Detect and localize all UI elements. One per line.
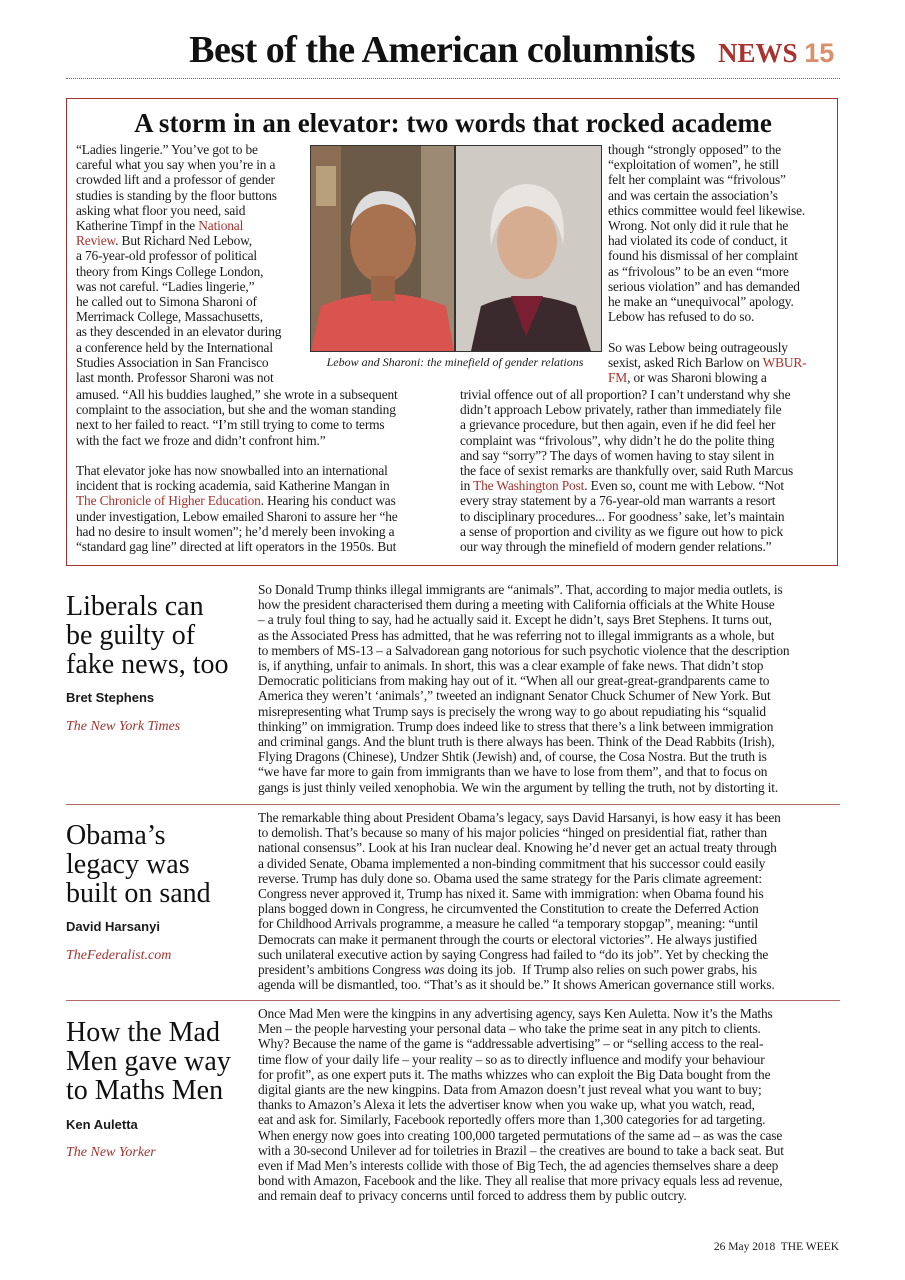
portrait-photos	[311, 146, 601, 351]
text-segment: trivial offence out of all proportion? I can’t understand why she didn’t approach Lebow privately, rather than immediately file a grievance procedure, but then again, even if he did feel her complaint was “frivolous”, why didn’t he do the polite thing and say “sorry”? The days of women having to stay silent in the face of sexist remarks are thankfully over, said Ruth Marcus in	[460, 387, 794, 494]
text-segment: amused. “All his buddies laughed,” she wrote in a subsequent complaint to the association, but she and the woman standing next to her failed to react. “I’m still trying to come to terms with the fact we froze and didn’t confront him.” That elevator joke has now snowballed into an international incident that is rocking academia, said Katherine Mangan in	[76, 387, 398, 494]
lebow-portrait	[311, 146, 454, 351]
text-segment: was	[424, 962, 445, 978]
section-name: NEWS	[718, 38, 798, 68]
text-segment: though “strongly opposed” to the “exploitation of women”, he still felt her complaint was “frivolous” and was certain the association’s ethics committee would feel likewise. Wrong. Not only did it rule that he had violated its code of conduct, it found his dismissal of her complaint as “frivolous” to be an even “more serious violation” and has demanded he make an “unequivocal” apology. Lebow has refused to do so. So was Lebow being outrageously sexist, asked Rich Barlow on	[608, 142, 806, 370]
page-heading: Best of the American columnists	[189, 29, 695, 71]
feature-text-left-top	[76, 142, 281, 385]
column-body	[258, 582, 789, 795]
photo-caption: Lebow and Sharoni: the minefield of gender relations	[326, 355, 584, 369]
text-segment: The remarkable thing about President Obama’s legacy, says David Harsanyi, is how easy it has been to demolish. That’s because so many of his major policies “hinged on presidential fiat, rather than national consensus”. Look at his Iran nuclear deal. Knowing he’d never get an actual treaty through a divided Senate, Obama implemented a non-binding commitment that his successor could easily reverse. Trump has duly done so. Obama used the same strategy for the Paris climate agreement: Congress never approved it, Trump has nixed it. Same with immigration: when Obama found his plans bogged down in Congress, he circumvented the Constitution to create the Deferred Action for Childhood Arrivals programme, a measure he called “a temporary stopgap”, meaning: “until Democrats can make it permanent through the courts or electoral victories”. He always justified such unilateral executive action by saying Congress had failed to “do its job”. Yet by checking the president’s ambitions Congress	[258, 810, 781, 978]
column-author: Ken Auletta	[66, 1117, 138, 1132]
column-source: The New York Times	[66, 719, 181, 734]
column-title: How the Mad Men gave way to Maths Men	[66, 1017, 231, 1106]
text-segment: So Donald Trump thinks illegal immigrants are “animals”. That, according to major media outlets, is how the president characterised them during a meeting with California officials at the White House – a truly foul thing to say, had he actually said it. Except he didn’t, says Bret Stephens. It turns out, as the Associated Press has admitted, that he was referring not to illegal immigrants as a whole, but to members of MS-13 – a Salvadorean gang notorious for such psychotic violence that the description is, if anything, unfair to animals. In short, this was a clear example of fake news. That didn’t stop Democratic politicians from making hay out of it. “When all our great-great-grandparents came to America they weren’t ‘animals’,” tweeted an indignant Senator Chuck Schumer of New York. But misrepresenting what Trump says is precisely the wrong way to go about repudiating his “squalid thinking” on immigration. Trump does indeed like to stress that there’s a link between immigration and criminal gangs. And the blunt truth is there always has been. Think of the Dead Rabbits (Irish), Flying Dragons (Chinese), Undzer Shtik (Jewish) and, of course, the Cosa Nostra. But the truth is “we have far more to gain from immigrants than we have to lose from them”, and that to focus on gangs is just thinly veiled xenophobia. We win the argument by telling the truth, not by distorting it.	[258, 582, 790, 795]
source-link[interactable]: The Chronicle of Higher Education	[76, 493, 261, 509]
sharoni-portrait	[454, 146, 601, 351]
header-divider	[66, 78, 840, 79]
feature-text-right-top	[608, 142, 806, 385]
column-title: Obama’s legacy was built on sand	[66, 820, 211, 909]
column-body	[258, 810, 781, 992]
feature-text-right-bottom	[460, 387, 793, 554]
column-divider	[66, 1000, 840, 1001]
text-segment: . Hearing his conduct was under investigation, Lebow emailed Sharoni to assure her “he had no desire to insult women”; he’d merely been invoking a “standard gag line” directed at lift operators in the 1950s. But	[76, 493, 398, 555]
feature-photo	[310, 145, 602, 352]
feature-text-left-bottom	[76, 387, 398, 554]
column-divider	[66, 804, 840, 805]
text-segment: “Ladies lingerie.” You’ve got to be careful what you say when you’re in a crowded lift and a professor of gender studies is standing by the floor buttons asking what floor you need, said Katherine Timpf in the	[76, 142, 277, 234]
source-link[interactable]: National Review	[76, 218, 244, 249]
section-label	[718, 38, 834, 69]
column-author: Bret Stephens	[66, 690, 155, 705]
column-source: TheFederalist.com	[66, 948, 172, 963]
page-footer	[714, 1241, 839, 1253]
text-segment: , or was Sharoni blowing a	[627, 370, 767, 386]
feature-title: A storm in an elevator: two words that rocked academe	[134, 108, 772, 138]
column-author: David Harsanyi	[66, 919, 160, 934]
source-link[interactable]: The Washington Post	[473, 478, 585, 494]
text-segment: . But Richard Ned Lebow, a 76-year-old professor of political theory from Kings College London, was not careful. “Ladies lingerie,” he called out to Simona Sharoni of Merrimack College, Massachusetts, as they descended in an elevator during a conference held by the International Studies Association in San Francisco last month. Professor Sharoni was not	[76, 233, 282, 386]
column-title: Liberals can be guilty of fake news, too	[66, 591, 229, 680]
column-source: The New Yorker	[66, 1145, 156, 1160]
source-link[interactable]: WBUR- FM	[608, 354, 807, 386]
page-number: 15	[804, 38, 835, 68]
publication-name: THE WEEK	[780, 1241, 839, 1253]
issue-date: 26 May 2018	[713, 1241, 776, 1253]
text-segment: Once Mad Men were the kingpins in any advertising agency, says Ken Auletta. Now it’s the Maths Men – the people harvesting your personal data – who take the prime seat in any pitch to clients. Why? Because the name of the game is “addressable advertising” – or “selling access to the real- time flow of your daily life – your reality – so as to directly influence and modify your behaviour for profit”, as one expert puts it. The maths whizzes who can exploit the Big Data bought from the digital giants are the new kingpins. Data from Amazon doesn’t just reveal what you want to buy; thanks to Amazon’s Alexa it lets the advertiser know when you wake up, what you watch, read, eat and ask for. Similarly, Facebook reportedly offers more than 1,300 categories for ad targeting. When energy now goes into creating 100,000 targeted permutations of the same ad – as was the case with a 30-second Unilever ad for toiletries in Brazil – the creatives are bound to take a back seat. But even if Mad Men’s interests collide with those of Big Tech, the ad agencies themselves share a deep bond with Amazon, Facebook and the like. They all realise that more privacy equals less ad revenue, and remain deaf to privacy concerns until forced to address them by public outcry.	[258, 1006, 784, 1204]
text-segment: doing its job. If Trump also relies on such power grabs, his agenda will be dismantled, too. “That’s as it should be.” It shows American governance still works.	[258, 962, 775, 993]
text-segment: . Even so, count me with Lebow. “Not every stray statement by a 76-year-old man warrants a resort to disciplinary procedures... For goodness’ sake, let’s maintain a sense of proportion and civility as we figure out how to pick our way through the minefield of modern gender relations.”	[460, 478, 785, 555]
column-body	[258, 1006, 784, 1204]
